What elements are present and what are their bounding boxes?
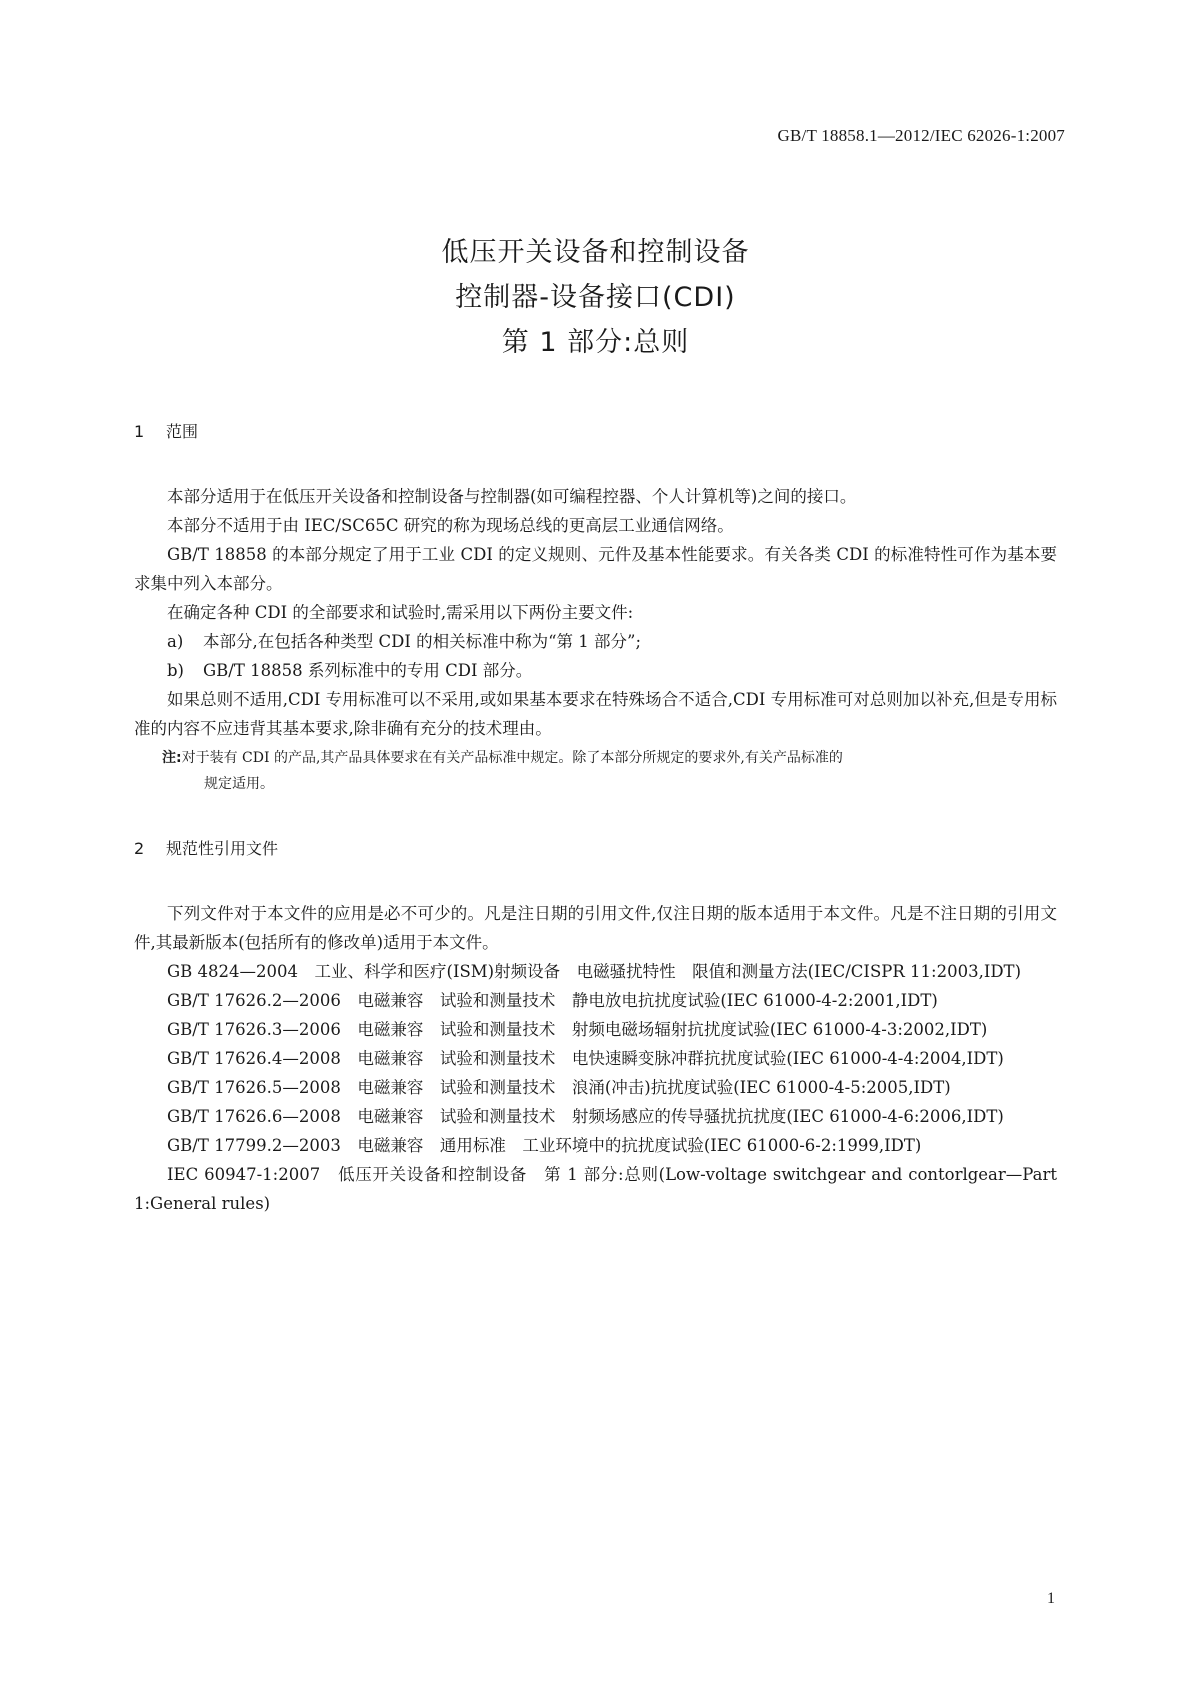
reference-item: GB/T 17626.6—2008 电磁兼容 试验和测量技术 射频场感应的传导骚扰抗扰度(IEC 61000-4-6:2006,IDT)	[167, 1107, 1004, 1126]
reference-item: GB/T 17626.2—2006 电磁兼容 试验和测量技术 静电放电抗扰度试验(IEC 61000-4-2:2001,IDT)	[167, 991, 938, 1010]
scope-note	[134, 745, 1057, 797]
reference-item: GB/T 17626.4—2008 电磁兼容 试验和测量技术 电快速瞬变脉冲群抗扰度试验(IEC 61000-4-4:2004,IDT)	[167, 1049, 1004, 1068]
list-marker-a: a)	[167, 632, 184, 651]
title-line-1: 低压开关设备和控制设备	[441, 237, 750, 268]
title-line-3: 第 1 部分:总则	[501, 327, 690, 358]
section-1-title: 范围	[166, 422, 199, 441]
scope-paragraph-1: 本部分适用于在低压开关设备和控制设备与控制器(如可编程控器、个人计算机等)之间的接口。	[167, 487, 857, 506]
title-line-2: 控制器-设备接口(CDI)	[455, 282, 736, 313]
list-text-b: GB/T 18858 系列标准中的专用 CDI 部分。	[203, 661, 533, 680]
document-body	[134, 420, 1057, 1218]
page-number: 1	[1047, 1590, 1055, 1607]
standard-number: GB/T 18858.1—2012/IEC 62026-1:2007	[777, 126, 1065, 145]
scope-paragraph-4: 在确定各种 CDI 的全部要求和试验时,需采用以下两份主要文件:	[167, 603, 634, 622]
reference-item: GB/T 17626.5—2008 电磁兼容 试验和测量技术 浪涌(冲击)抗扰度试验(IEC 61000-4-5:2005,IDT)	[167, 1078, 951, 1097]
reference-item: IEC 60947-1:2007 低压开关设备和控制设备 第 1 部分:总则(Low-voltage switchgear and contorlgear—Part 1:General rules)	[134, 1165, 1057, 1213]
scope-paragraph-3: GB/T 18858 的本部分规定了用于工业 CDI 的定义规则、元件及基本性能要求。有关各类 CDI 的标准特性可作为基本要求集中列入本部分。	[134, 545, 1057, 593]
reference-item: GB/T 17626.3—2006 电磁兼容 试验和测量技术 射频电磁场辐射抗扰度试验(IEC 61000-4-3:2002,IDT)	[167, 1020, 988, 1039]
reference-item: GB/T 17799.2—2003 电磁兼容 通用标准 工业环境中的抗扰度试验(IEC 61000-6-2:1999,IDT)	[167, 1136, 922, 1155]
section-2-heading	[134, 837, 1057, 861]
document-title	[0, 230, 1191, 365]
references-intro: 下列文件对于本文件的应用是必不可少的。凡是注日期的引用文件,仅注日期的版本适用于本文件。凡是不注日期的引用文件,其最新版本(包括所有的修改单)适用于本文件。	[134, 904, 1057, 952]
scope-paragraph-2: 本部分不适用于由 IEC/SC65C 研究的称为现场总线的更高层工业通信网络。	[167, 516, 734, 535]
list-text-a: 本部分,在包括各种类型 CDI 的相关标准中称为“第 1 部分”;	[203, 632, 642, 651]
list-item-a	[134, 627, 1057, 656]
note-label: 注:	[162, 750, 182, 766]
section-2-title: 规范性引用文件	[166, 839, 279, 858]
section-2-number: 2	[134, 839, 145, 858]
scope-paragraph-5: 如果总则不适用,CDI 专用标准可以不采用,或如果基本要求在特殊场合不适合,CDI 专用标准可对总则加以补充,但是专用标准的内容不应违背其基本要求,除非确有充分的技术理由。	[134, 690, 1057, 738]
section-1-number: 1	[134, 422, 145, 441]
reference-item: GB 4824—2004 工业、科学和医疗(ISM)射频设备 电磁骚扰特性 限值和测量方法(IEC/CISPR 11:2003,IDT)	[167, 962, 1022, 981]
list-marker-b: b)	[167, 661, 184, 680]
note-line-1: 对于装有 CDI 的产品,其产品具体要求在有关产品标准中规定。除了本部分所规定的要求外,有关产品标准的	[181, 750, 843, 766]
list-item-b	[134, 656, 1057, 685]
section-1-heading	[134, 420, 1057, 444]
note-line-2: 规定适用。	[204, 776, 274, 792]
